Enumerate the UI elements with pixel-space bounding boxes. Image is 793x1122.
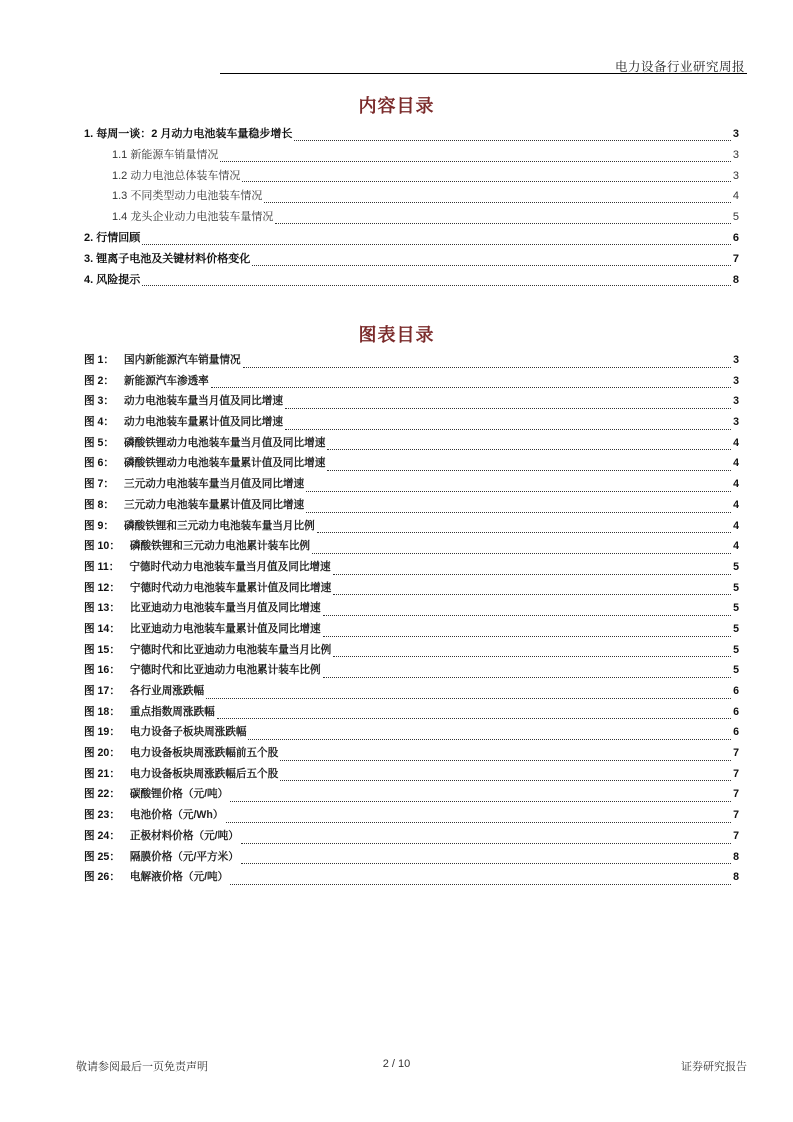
page-indicator: 2 / 10 xyxy=(382,1058,411,1070)
toc-item-page: 3 xyxy=(732,128,739,140)
figure-list-item[interactable] xyxy=(84,786,739,807)
toc-item-label: 1.2 动力电池总体装车情况 xyxy=(112,169,241,182)
figures-title: 图表目录 xyxy=(358,325,435,346)
figure-title: 电力设备板块周涨跌幅前五个股 xyxy=(129,747,279,760)
figure-list-item[interactable] xyxy=(84,455,739,476)
figure-number: 图 7： xyxy=(84,478,115,491)
leader-dots xyxy=(248,738,731,740)
figure-title: 三元动力电池装车量累计值及同比增速 xyxy=(124,498,305,511)
leader-dots xyxy=(230,883,731,885)
figure-page: 7 xyxy=(733,767,739,780)
figure-number: 图 13： xyxy=(84,602,120,615)
toc-item[interactable] xyxy=(84,271,739,292)
leader-dots xyxy=(323,676,731,678)
figure-number: 图 25： xyxy=(84,850,120,863)
figure-number: 图 2： xyxy=(84,374,115,387)
toc-item-page: 3 xyxy=(732,148,739,161)
figure-list-item[interactable] xyxy=(84,476,739,497)
figure-page: 5 xyxy=(733,581,739,594)
figure-title: 各行业周涨跌幅 xyxy=(129,685,205,697)
figure-list-item[interactable] xyxy=(84,497,739,518)
figure-title: 宁德时代和比亚迪动力电池装车量当月比例 xyxy=(129,643,332,656)
figure-number: 图 10： xyxy=(84,540,120,553)
figure-list-item[interactable] xyxy=(84,745,739,766)
figure-page: 8 xyxy=(733,871,739,884)
figure-title: 隔膜价格（元/平方米） xyxy=(129,850,239,863)
figure-title: 电力设备子板块周涨跌幅 xyxy=(129,726,247,739)
figures-list xyxy=(84,352,739,890)
figure-title: 新能源汽车渗透率 xyxy=(124,374,209,387)
figure-title: 磷酸铁锂动力电池装车量累计值及同比增速 xyxy=(124,457,326,470)
toc-item[interactable] xyxy=(84,125,739,146)
figure-title: 磷酸铁锂和三元动力电池累计装车比例 xyxy=(129,540,311,553)
leader-dots xyxy=(142,243,731,245)
figure-list-item[interactable] xyxy=(84,600,739,621)
figure-list-item[interactable] xyxy=(84,435,739,456)
toc-item[interactable] xyxy=(84,250,739,271)
figure-number: 图 6： xyxy=(84,457,115,470)
figure-page: 6 xyxy=(733,726,739,739)
toc-item[interactable] xyxy=(84,208,739,229)
leader-dots xyxy=(317,531,731,533)
leader-dots xyxy=(306,511,731,513)
figure-page: 4 xyxy=(733,498,739,511)
figure-number: 图 9： xyxy=(84,519,115,532)
figure-page: 6 xyxy=(733,705,739,718)
toc-item-label: 2. 行情回顾 xyxy=(84,231,141,244)
figure-title: 磷酸铁锂动力电池装车量当月值及同比增速 xyxy=(124,436,326,449)
figure-list-item[interactable] xyxy=(84,642,739,663)
toc-item-label: 3. 锂离子电池及关键材料价格变化 xyxy=(84,252,251,265)
leader-dots xyxy=(312,552,731,554)
leader-dots xyxy=(275,222,731,224)
figure-number: 图 22： xyxy=(84,788,120,801)
figure-title: 三元动力电池装车量当月值及同比增速 xyxy=(124,478,305,491)
figure-number: 图 19： xyxy=(84,726,120,739)
leader-dots xyxy=(280,759,731,761)
leader-dots xyxy=(327,448,731,450)
figure-page: 4 xyxy=(733,457,739,470)
figure-page: 7 xyxy=(733,829,739,842)
leader-dots xyxy=(306,490,731,492)
figure-title: 比亚迪动力电池装车量累计值及同比增速 xyxy=(129,622,321,635)
toc-item-label: 1.1 新能源车销量情况 xyxy=(112,148,219,161)
leader-dots xyxy=(264,201,731,203)
figure-page: 4 xyxy=(733,436,739,449)
leader-dots xyxy=(333,573,731,575)
toc-item-label: 1. 每周一谈：2 月动力电池装车量稳步增长 xyxy=(84,128,293,140)
disclaimer-note: 敬请参阅最后一页免责声明 xyxy=(76,1060,208,1073)
leader-dots xyxy=(142,284,731,286)
figure-list-item[interactable] xyxy=(84,518,739,539)
figure-page: 7 xyxy=(733,788,739,801)
figure-title: 动力电池装车量当月值及同比增速 xyxy=(124,395,283,408)
figure-list-item[interactable] xyxy=(84,766,739,787)
figure-title: 重点指数周涨跌幅 xyxy=(129,705,215,718)
toc-item[interactable] xyxy=(84,229,739,250)
figure-title: 电解液价格（元/吨） xyxy=(129,871,229,884)
report-header-title: 电力设备行业研究周报 xyxy=(614,59,745,74)
leader-dots xyxy=(323,635,731,637)
toc-item-label: 1.3 不同类型动力电池装车情况 xyxy=(112,190,263,203)
figure-page: 3 xyxy=(733,354,739,366)
leader-dots xyxy=(230,800,731,802)
header-divider xyxy=(220,73,747,74)
figure-list-item[interactable] xyxy=(84,828,739,849)
figure-title: 国内新能源汽车销量情况 xyxy=(124,354,241,366)
leader-dots xyxy=(327,469,731,471)
figure-title: 电力设备板块周涨跌幅后五个股 xyxy=(129,767,279,780)
figure-number: 图 4： xyxy=(84,416,115,429)
leader-dots xyxy=(220,160,731,162)
figure-number: 图 14： xyxy=(84,622,120,635)
leader-dots xyxy=(243,366,732,368)
leader-dots xyxy=(241,862,731,864)
figure-page: 8 xyxy=(733,850,739,863)
figure-list-item[interactable] xyxy=(84,807,739,828)
figure-title: 碳酸锂价格（元/吨） xyxy=(129,788,229,801)
leader-dots xyxy=(323,614,731,616)
figure-list-item[interactable] xyxy=(84,393,739,414)
figure-list-item[interactable] xyxy=(84,559,739,580)
figure-number: 图 12： xyxy=(84,581,120,594)
toc-item-page: 8 xyxy=(732,273,739,286)
figure-title: 电池价格（元/Wh） xyxy=(129,809,224,822)
figure-list-item[interactable] xyxy=(84,849,739,870)
figure-number: 图 26： xyxy=(84,871,120,884)
toc-item-label: 1.4 龙头企业动力电池装车量情况 xyxy=(112,211,274,224)
toc-item[interactable] xyxy=(84,146,739,167)
toc-item-page: 3 xyxy=(732,169,739,182)
contents-list xyxy=(84,125,739,291)
figure-list-item[interactable] xyxy=(84,869,739,890)
figure-list-item[interactable] xyxy=(84,724,739,745)
figure-page: 4 xyxy=(733,478,739,491)
figure-list-item[interactable] xyxy=(84,704,739,725)
toc-item-page: 4 xyxy=(732,190,739,203)
figure-title: 比亚迪动力电池装车量当月值及同比增速 xyxy=(129,602,321,615)
figure-number: 图 17： xyxy=(84,685,120,697)
toc-item[interactable] xyxy=(84,167,739,188)
toc-item-label: 4. 风险提示 xyxy=(84,273,141,286)
figure-number: 图 21： xyxy=(84,767,120,780)
figure-title: 磷酸铁锂和三元动力电池装车量当月比例 xyxy=(124,519,315,532)
figure-number: 图 20： xyxy=(84,747,120,760)
leader-dots xyxy=(252,264,731,266)
figure-number: 图 16： xyxy=(84,664,120,677)
figure-number: 图 5： xyxy=(84,436,115,449)
leader-dots xyxy=(241,842,731,844)
figure-page: 3 xyxy=(733,374,739,387)
figure-number: 图 18： xyxy=(84,705,120,718)
figure-page: 5 xyxy=(733,664,739,677)
figure-list-item[interactable] xyxy=(84,683,739,704)
figure-list-item[interactable] xyxy=(84,373,739,394)
toc-item[interactable] xyxy=(84,187,739,208)
figure-page: 5 xyxy=(733,602,739,615)
report-type-label: 证券研究报告 xyxy=(681,1060,747,1073)
figure-number: 图 3： xyxy=(84,395,115,408)
figure-page: 5 xyxy=(733,560,739,573)
leader-dots xyxy=(217,717,731,719)
figure-list-item[interactable] xyxy=(84,414,739,435)
figure-number: 图 8： xyxy=(84,498,115,511)
figure-page: 3 xyxy=(733,395,739,408)
figure-page: 4 xyxy=(733,540,739,553)
figure-number: 图 23： xyxy=(84,809,120,822)
leader-dots xyxy=(285,407,731,409)
leader-dots xyxy=(211,386,731,388)
figure-page: 5 xyxy=(733,622,739,635)
leader-dots xyxy=(333,655,731,657)
leader-dots xyxy=(333,593,731,595)
figure-title: 宁德时代和比亚迪动力电池累计装车比例 xyxy=(129,664,321,677)
figure-page: 4 xyxy=(733,519,739,532)
figure-number: 图 24： xyxy=(84,829,120,842)
figure-list-item[interactable] xyxy=(84,662,739,683)
leader-dots xyxy=(280,779,731,781)
figure-list-item[interactable] xyxy=(84,538,739,559)
figure-page: 7 xyxy=(733,747,739,760)
figure-page: 5 xyxy=(733,643,739,656)
figure-number: 图 1： xyxy=(84,354,115,366)
figure-title: 正极材料价格（元/吨） xyxy=(129,829,239,842)
figure-list-item[interactable] xyxy=(84,580,739,601)
figure-title: 宁德时代动力电池装车量当月值及同比增速 xyxy=(129,560,331,573)
figure-title: 动力电池装车量累计值及同比增速 xyxy=(124,416,283,429)
figure-title: 宁德时代动力电池装车量累计值及同比增速 xyxy=(129,581,332,594)
figure-number: 图 15： xyxy=(84,643,120,656)
leader-dots xyxy=(226,821,732,823)
figure-list-item[interactable] xyxy=(84,352,739,373)
figure-list-item[interactable] xyxy=(84,621,739,642)
figure-page: 7 xyxy=(733,809,739,822)
leader-dots xyxy=(294,139,730,141)
contents-title: 内容目录 xyxy=(358,96,435,117)
figure-page: 3 xyxy=(733,416,739,429)
figure-page: 6 xyxy=(733,685,739,697)
leader-dots xyxy=(285,428,731,430)
leader-dots xyxy=(206,697,731,699)
toc-item-page: 7 xyxy=(732,252,739,265)
toc-item-page: 5 xyxy=(732,211,739,224)
leader-dots xyxy=(242,180,731,182)
figure-number: 图 11： xyxy=(84,560,120,573)
toc-item-page: 6 xyxy=(732,231,739,244)
